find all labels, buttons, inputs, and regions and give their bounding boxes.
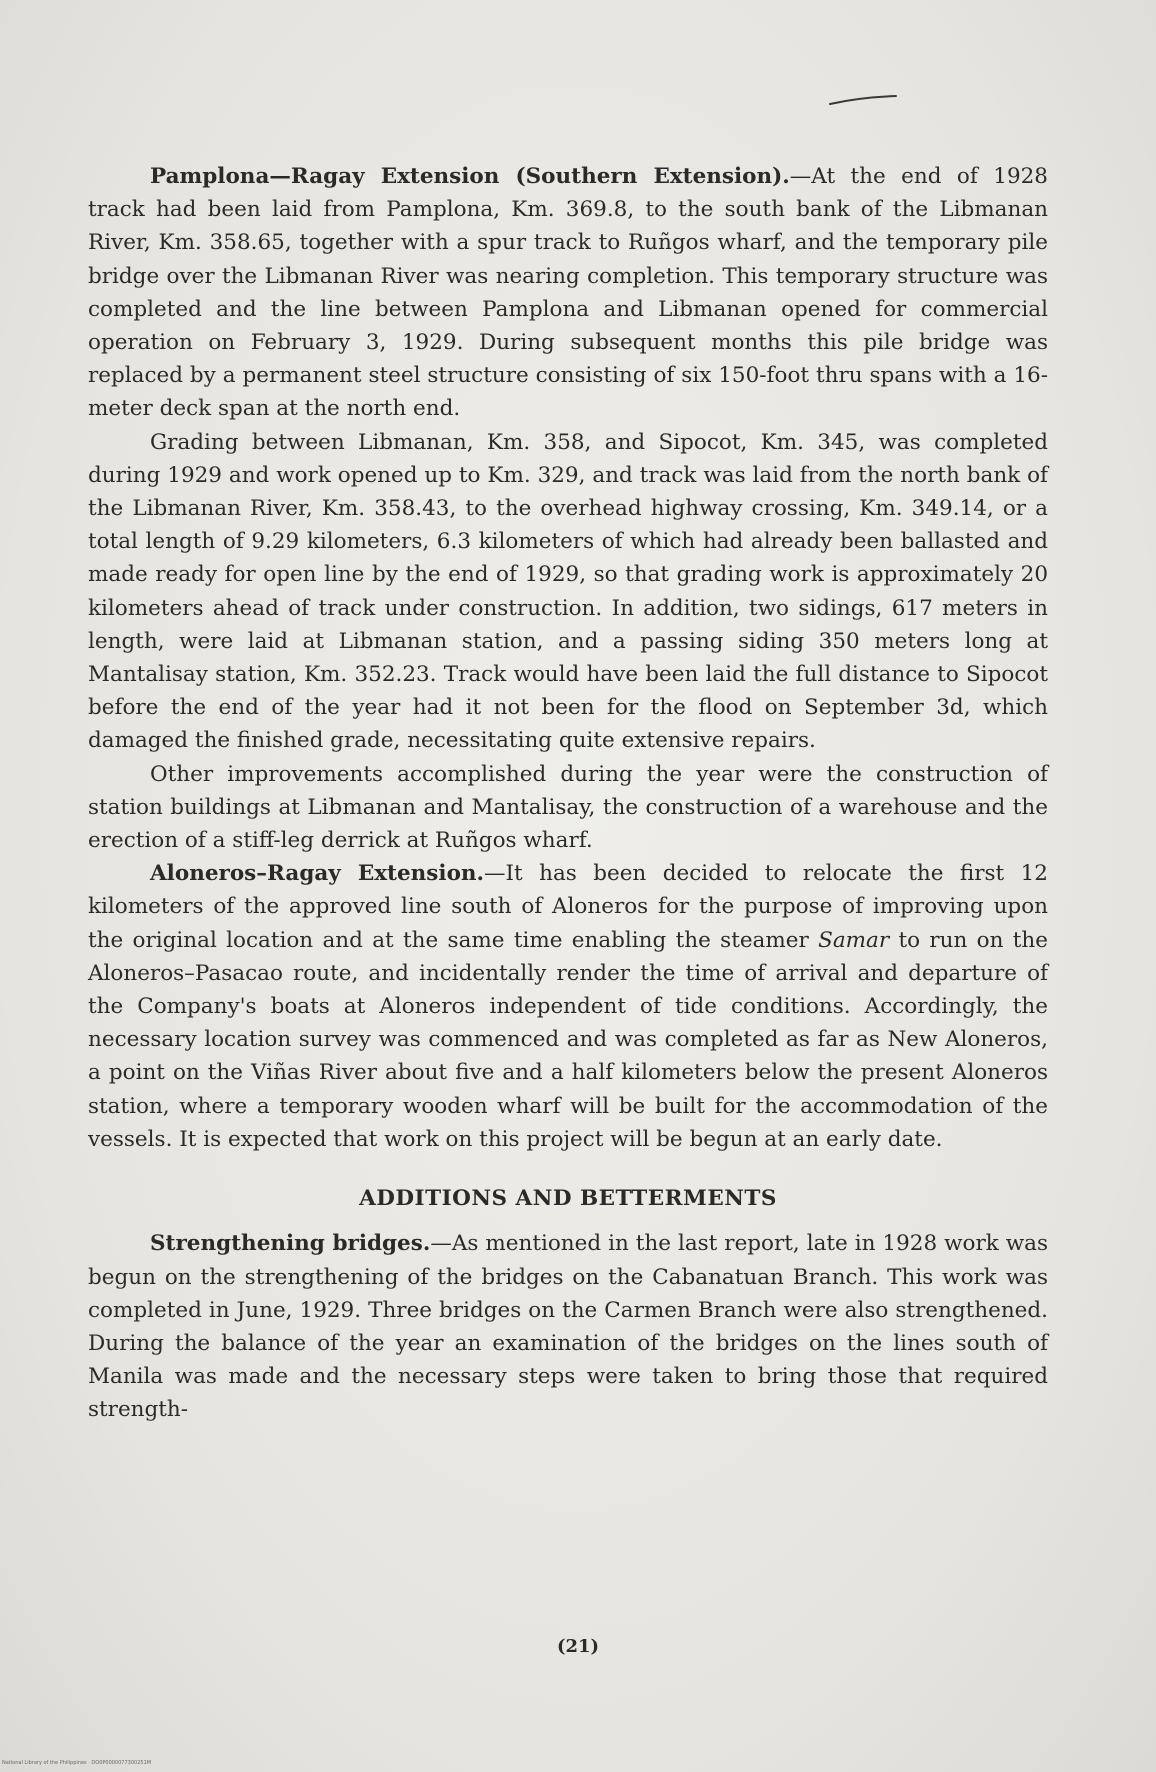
paragraph-body: —At the end of 1928 track had been laid from Pamplona, Km. 369.8, to the south bank of the Libmanan River, Km. 358.65, together with a spur track to Ruñgos wharf, and the temporary pile bridge over the Libmanan River was nearing completion. This temporary structure was completed and the line between Pamplona and Libmanan opened for commercial operation on February 3, 1929. During subsequent months this pile bridge was replaced by a permanent steel structure consisting of six 150-foot thru spans with a 16-meter deck span at the north end.: [88, 164, 1048, 422]
paragraph-grading: Grading between Libmanan, Km. 358, and Sipocot, Km. 345, was completed during 1929 and work opened up to Km. 329, and track was laid from the north bank of the Libmanan River, Km. 358.43, to the overhead highway crossing, Km. 349.14, or a total length of 9.29 kilometers, 6.3 kilometers of which had already been ballasted and made ready for open line by the end of 1929, so that grading work is approximately 20 kilometers ahead of track under construction. In addition, two sidings, 617 meters in length, were laid at Libmanan station, and a passing siding 350 meters long at Mantalisay station, Km. 352.23. Track would have been laid the full distance to Sipocot before the end of the year had it not been for the flood on September 3d, which damaged the finished grade, necessitating quite extensive repairs.: [88, 429, 1048, 754]
paragraph-heading: Pamplona—Ragay Extension (Southern Extension).: [150, 164, 790, 189]
paragraph-aloneros-ragay: [88, 857, 1048, 1156]
body-text: [88, 160, 1048, 1427]
paragraph-heading: Aloneros–Ragay Extension.: [150, 861, 485, 887]
archive-footer: National Library of the Philippines · DO0P0000077300251M: [2, 1760, 152, 1766]
paragraph-strengthening-bridges: [88, 1227, 1048, 1426]
pen-mark: [828, 94, 898, 106]
paragraph-pamplona-ragay: [88, 160, 1048, 426]
paragraph-heading: Strengthening bridges.: [150, 1231, 431, 1257]
paragraph-body: to run on the Aloneros–Pasacao route, and incidentally render the time of arrival and departure of the Company's boats at Aloneros independent of tide conditions. Accordingly, the necessary location survey was commenced and was completed as far as New Aloneros, a point on the Viñas River about five and a half kilometers below the present Aloneros station, where a temporary wooden wharf will be built for the accommodation of the vessels. It is expected that work on this project will be begun at an early date.: [88, 927, 1048, 1152]
paragraph-body: —As mentioned in the last report, late in 1928 work was begun on the strengthening of the bridges on the Cabanatuan Branch. This work was completed in June, 1929. Three bridges on the Carmen Branch were also strengthened. During the balance of the year an examination of the bridges on the lines south of Manila was made and the necessary steps were taken to bring those that required strength-: [88, 1231, 1048, 1423]
section-heading: ADDITIONS AND BETTERMENTS: [359, 1186, 777, 1212]
vessel-name: Samar: [818, 927, 890, 953]
paragraph-body: —It has been decided to relocate the first 12 kilometers of the approved line south of Aloneros for the purpose of improving upon the original location and at the same time enabling the steamer: [88, 861, 1048, 953]
page-number: (21): [556, 1636, 600, 1657]
paragraph-other-improvements: Other improvements accomplished during the year were the construction of station buildings at Libmanan and Mantalisay, the construction of a warehouse and the erection of a stiff-leg derrick at Ruñgos wharf.: [88, 761, 1048, 854]
